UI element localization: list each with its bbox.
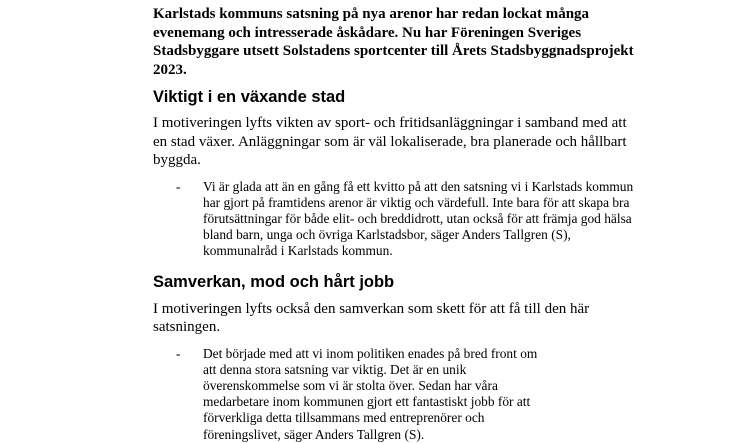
lead-paragraph: Karlstads kommuns satsning på nya arenor har redan lockat många evenemang och intresserade åskådare. Nu har Föreningen Sveriges Stadsbyggare utsett Solstadens sportcenter till Årets Stadsbyggnadsprojekt 2023. xyxy=(153,6,634,78)
list-item xyxy=(153,179,643,260)
section-paragraph-viktigt: I motiveringen lyfts vikten av sport- och fritidsanläggningar i samband med att en stad växer. Anläggningar som är väl lokaliserade, bra planerade och hållbart byggda. xyxy=(153,115,627,168)
section-heading-samverkan: Samverkan, mod och hårt jobb xyxy=(153,272,395,291)
quote-list-2 xyxy=(153,346,643,443)
section-heading-viktigt: Viktigt i en växande stad xyxy=(153,88,346,106)
bullet-dash: - xyxy=(176,178,181,194)
quote-list-1 xyxy=(153,179,643,260)
quote-text-2: Det började med att vi inom politiken enades på bred front om att denna stora satsning var viktig. Det är en unik överenskommelse som vi är stolta över. Sedan har våra medarbetare inom kommunen gjort ett fantastiskt jobb för att förverkliga detta tillsammans med entreprenörer och föreningslivet, säger Anders Tallgren (S). xyxy=(203,345,538,442)
section-paragraph-samverkan: I motiveringen lyfts också den samverkan som skett för att få till den här satsningen. xyxy=(153,300,590,336)
quote-text-1: Vi är glada att än en gång få ett kvitto på att den satsning vi i Karlstads kommun har gjort på framtidens arenor är viktig och värdefull. Inte bara för att skapa bra förutsättningar för både elit- och breddidrott, utan också för att främja god hälsa bland barn, unga och övriga Karlstadsbor, säger Anders Tallgren (S), kommunalråd i Karlstads kommun. xyxy=(203,178,634,259)
document-page xyxy=(153,0,643,443)
list-item xyxy=(153,346,543,443)
bullet-dash: - xyxy=(176,345,181,361)
